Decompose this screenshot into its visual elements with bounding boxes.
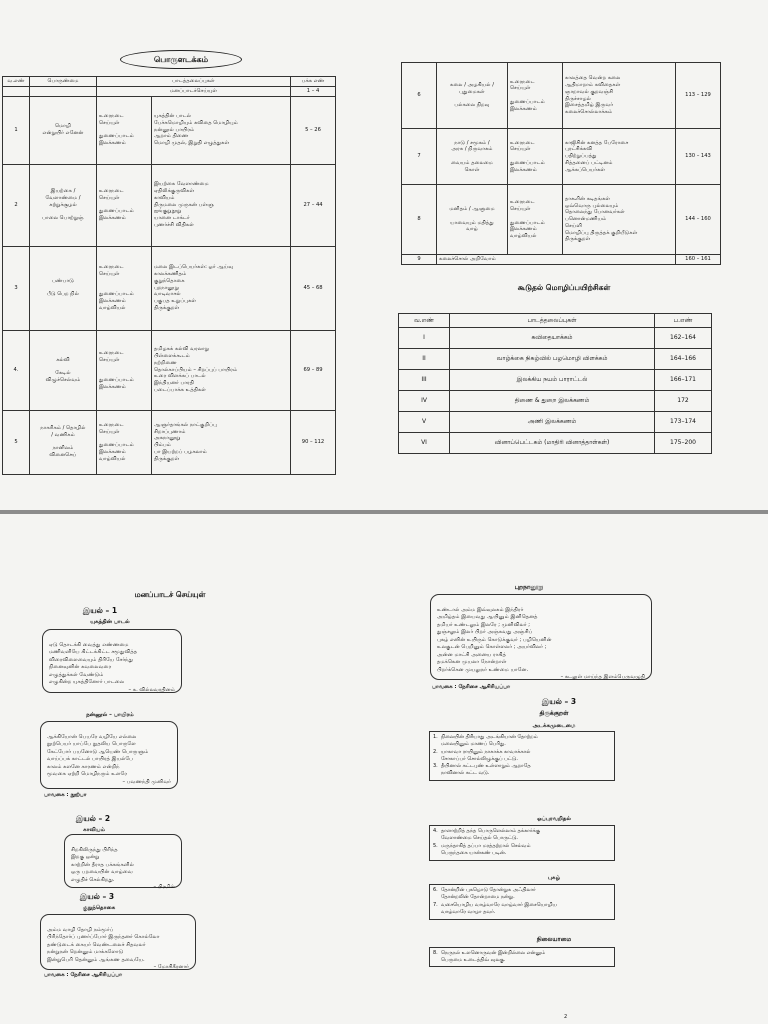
row-pages: 172 (655, 391, 712, 412)
table-row (399, 349, 712, 370)
row-theme: கலைச்சொல் அறிவோம் (437, 255, 676, 265)
toc-header-no: வ.எண் (3, 77, 30, 87)
kural-number: 8. (433, 950, 438, 956)
poem-box (40, 721, 178, 789)
row-no: 1 (3, 96, 30, 164)
row-theme: மொழி என்றுயிர் எனேன் (30, 96, 97, 164)
kural-text: நெருநல் உளனொருவன் இன்றில்லை என்னும் பெருமை உடைத்திவ் வுலகு. (441, 950, 546, 964)
row-types: உரைநடை செய்யுள் துணைப்பாடம் இலக்கணம் (508, 129, 563, 185)
section-title: புகழ் (547, 875, 561, 881)
row-pages: 69 – 89 (291, 330, 336, 410)
section-title: நிலையாமை (536, 936, 572, 943)
iyal-1-heading: இயல் – 1 (82, 606, 118, 615)
kural-number: 3. (433, 763, 438, 769)
kural-number: 5. (433, 842, 438, 849)
row-topics: காலத்தை வென்ற கலை ஆதிமாறாம் கவிதைகள் ஞாறாவல் குறவஞ்சி திருச்சாழல் இசைத்தமிழ் இருவர் கலைச்சொல்லாக்கம் (563, 63, 676, 129)
row-pages: 144 – 160 (676, 185, 721, 255)
kural-text: தீயினால் சுட்டபுண் உள்ளாறும் ஆறாதே நாவினால் சுட்ட வடு. (441, 763, 531, 777)
row-topic: கவிதையாக்கம் (450, 328, 655, 349)
row-no: 6 (402, 63, 437, 129)
iyal-2-heading: இயல் – 2 (75, 814, 111, 823)
row-types: உரைநடை செய்யுள் துணைப்பாடம் இலக்கணம் வாழ்வியல் (508, 185, 563, 255)
row-no: 5 (3, 410, 30, 474)
row-pages: 5 – 26 (291, 96, 336, 164)
row-topics: இயற்கை வேளாண்மை ஏதிலிக்குருவிகள் காவியம் திருமலை முருகன் பள்ளு ஐங்குறுநூறு யானை டாக்டர் புணர்ச்சி விதிகள் (152, 164, 291, 246)
row-pages: 164–166 (655, 349, 712, 370)
poem-author: – மோசிகீரனார் (153, 964, 189, 971)
row-pages: 113 – 129 (676, 63, 721, 129)
kural-line (433, 734, 611, 749)
poem-text: ஏடு தொடக்கி வைத்து எண்ணமை மணிவளியே கிட்டக்கிட்ட சமூதுவித்த விரைவிளைவையும் திரியே சேர்ந்து நினைவுனின் கவலைவரை எழுத்துக்கள் வேண்டும் எழுகின்ற யுகத்தினோர் பாடலை (49, 641, 138, 686)
poem-tune: பாவகை : நூற்பா (44, 792, 87, 798)
kural-line (433, 843, 611, 858)
extra-header-no: வ.எண் (399, 314, 450, 328)
kural-text: யாகாவா ராயினும் நாகாக்க காவாக்கால் சோகாப்பர் சொல்லிழுக்குப் பட்டு. (441, 748, 531, 762)
kural-line (433, 950, 611, 965)
kural-title: திருக்குறள் (539, 710, 569, 717)
kural-number: 7. (433, 901, 438, 908)
section-title: அடக்கமுடைமை (532, 723, 576, 729)
row-no: VI (399, 433, 450, 454)
poem-title: குறுந்தொகை (82, 905, 116, 911)
row-no: V (399, 412, 450, 433)
poem-author: – கடலுள் மாய்ந்த இளம்பெருவழுதி (560, 674, 645, 681)
row-topics: ஆளுர்தாங்கல் நாட்குறிப்பு சிறாப்புணாம் அகநானூறு பிம்பம் பா இயற்றப் பழகலாம் திருக்குறள் (152, 410, 291, 474)
row-pages: 130 – 143 (676, 129, 721, 185)
kural-line (433, 887, 611, 902)
poem-author: – பவணந்தி முனிவர் (122, 778, 171, 785)
poem-text: உண்டால் அம்ம இவ்வுலகம் இந்திரர் அமிழ்தம் இயைவது ஆயினும் இனிதெனத் தமியர் உண்டலும் இலரே ; முனிவிலர் ; துஞ்சலும் இலர் பிறர் அஞ்சுவது அஞ்சிப் புகழ் எனின் உயிரும் கொடுக்குவர் ; பழியெனின் உலகுடன் பெறினும் கொள்ளலர் ; அயர்விலர் ; அன்ன மாட்சி அனைய ராகித் தமக்கென முயலா நோன்றாள் பிறர்க்கென முயலுநர் உண்மை யானே. (437, 606, 552, 673)
table-row (399, 370, 712, 391)
kural-text: நிலையின் திரியாது அடங்கியான் தோற்றம் மலையினும் மாணப் பெரிது. (441, 734, 538, 748)
kural-number: 1. (433, 734, 438, 740)
poem-tune: பாவகை : நேரிசை ஆசிரியப்பா (432, 684, 510, 690)
row-no: 2 (3, 164, 30, 246)
kural-number: 4. (433, 828, 438, 834)
kural-line (433, 749, 611, 764)
table-row (3, 96, 336, 164)
poem-box (40, 914, 196, 970)
row-pages: 45 – 68 (291, 246, 336, 330)
row-pages: 27 – 44 (291, 164, 336, 246)
poem-box (42, 629, 182, 693)
kural-text: மருந்தாகித் தப்பா மரத்தற்றால் செல்வம் பெருந்தகை யான்கண் படின். (441, 842, 531, 856)
toc-intro-label: மனப்பாடச்செய்யுள் (97, 86, 291, 96)
row-pages: 160 – 161 (676, 255, 721, 265)
row-pages: 90 – 112 (291, 410, 336, 474)
row-theme: கல்வி கேடில் விழுச்செல்வம் (30, 330, 97, 410)
table-row (399, 412, 712, 433)
extra-header-topic: பாடத்தலைப்புகள் (450, 314, 655, 328)
row-pages: 173–174 (655, 412, 712, 433)
row-types: உரைநடை செய்யுள் துணைப்பாடம் இலக்கணம் (97, 330, 152, 410)
row-no: 3 (3, 246, 30, 330)
table-row (402, 129, 721, 185)
row-topics: தமிழகக் கல்வி வரலாறு பிள்ளைக்கூடம் நற்றிணை தொல்காப்பியம் – சிறப்புப் பாயிரம் உரை விளக்கப் பாடல் இந்தியனர் பாரதி படைப்பாக்க உத்திகள் (152, 330, 291, 410)
row-no: II (399, 349, 450, 370)
memory-page-left (0, 514, 384, 1024)
poem-text: அம்ம வாழி தோழி நம்மூர்ப் பிரிந்தோர்ப் புணர்ப்போர் இருந்தனர் கொல்லோ தண்டுடைக் கையர் வெண்டலைச் சிதவலர் நன்றுநன் றென்னும் மாக்களோடு இன்றுபெரி தென்னும் ஆங்கண தவையே. (47, 926, 160, 963)
kural-number: 6. (433, 887, 438, 893)
memory-page-right (384, 514, 768, 1024)
row-topics: தாகூரின் கடிதங்கள் ஒவ்வொரு புல்லையும் தொலைந்து போனவர்கள் பனொன்மணியம் செய்ளி மொழிப்பு திருத்தக் குறியீடுகள் திருக்குறள் (563, 185, 676, 255)
kural-box (429, 884, 615, 920)
toc-page-right (384, 0, 768, 510)
poem-box (430, 594, 652, 680)
poem-author: – பிரமிள் (153, 884, 175, 891)
row-theme: நாடு / சமூகம் / அரசு / நிருவாகம் வையம் தலைமை கொள் (437, 129, 508, 185)
row-types: உரைநடை செய்யுள் துணைப்பாடம் இலக்கணம் (97, 96, 152, 164)
poem-title: நன்னூல் – பாயிரம் (86, 712, 134, 718)
table-row (399, 328, 712, 349)
row-theme: இயற்கை / வேளாண்மை / சுற்றுச்சூழல் பாலை பொற்றுஞ் (30, 164, 97, 246)
kural-box (429, 947, 615, 967)
extra-header-pages: ப.எண் (655, 314, 712, 328)
row-topics: யுகத்தின் பாடல் பேச்சுமொழியும் கவிதை மொழியும் நன்னூல் பாயிரம் ஆறாம் திணை மொழி முதல், இறுதி எழுத்துகள் (152, 96, 291, 164)
toc-intro-pages: 1 – 4 (291, 86, 336, 96)
row-topic: வாழ்க்கை நிகழ்வில் பழமொழி விளக்கம் (450, 349, 655, 370)
kural-text: தாளாற்றித் தந்த பொருளெல்லாம் தக்கார்க்கு வேளாண்மை செய்தல் பொருட்டு. (441, 828, 541, 842)
extra-exercises-table (398, 313, 712, 454)
page-number: 2 (564, 1014, 568, 1020)
row-topic: வினாப்பெட்டகம் (மாதிரி வினாத்தாள்கள்) (450, 433, 655, 454)
row-theme: நாகரிகம் / தொழில் / வணிகம் நானிலம் வினைசெய் (30, 410, 97, 474)
table-row (402, 63, 721, 129)
toc-table (2, 76, 336, 475)
kural-line (433, 763, 611, 778)
row-topic: இலக்கிய நயம் பாராட்டல் (450, 370, 655, 391)
poem-author: – க. வில்லவரதினம் (128, 686, 175, 693)
extra-exercises-title: கூடுதல் மொழிப்பயிற்சிகள் (517, 283, 611, 292)
kural-line (433, 902, 611, 917)
table-row (399, 391, 712, 412)
row-pages: 166–171 (655, 370, 712, 391)
table-row (3, 164, 336, 246)
poem-title: காவியம் (83, 827, 105, 833)
iyal-3-heading: இயல் – 3 (541, 697, 577, 706)
poem-tune: பாவகை : நேரிசை ஆசிரியப்பா (44, 972, 122, 978)
kural-line (433, 828, 611, 843)
row-types: உரைநடை செய்யுள் துணைப்பாடம் இலக்கணம் வாழ்வியல் (97, 246, 152, 330)
table-row (402, 255, 721, 265)
row-no: IV (399, 391, 450, 412)
table-row (399, 433, 712, 454)
table-row (402, 185, 721, 255)
toc-header-topics: பாடத்தலைப்புகள் (97, 77, 291, 87)
row-topics: காஜிசின் கனத்த பேரோசை புரட்சிக்கவி பதிற்றுப்பத்து சித்தனைப் பட்டினம் ஆக்கப்பெயர்கள் (563, 129, 676, 185)
section-title: ஒப்புரவறிதல் (537, 816, 571, 822)
toc-header-theme: பொருண்மை (30, 77, 97, 87)
row-topic: திணை & துறை இலக்கணம் (450, 391, 655, 412)
kural-box (429, 825, 615, 861)
row-no: III (399, 370, 450, 391)
row-no: 4. (3, 330, 30, 410)
table-row (3, 410, 336, 474)
toc-page-left (0, 0, 384, 510)
table-row (3, 246, 336, 330)
kural-number: 2. (433, 748, 438, 755)
kural-text: தோன்றின் புகழொடு தோன்றுக அஃதிலார் தோன்றலின் தோன்றாமை நன்று. (441, 887, 536, 901)
row-pages: 162–164 (655, 328, 712, 349)
poem-text: ஆக்கியோன் பெயரே வழியே எல்லை நூற்பெயர் யாப்பே நுதலிய பொருளே கேட்போர் பயனோடு ஆயெண் பொருளும் வாய்ப்பக் காட்டல் பாயிரத் இயல்பே காலம் களனே காரணம் என்றிந் மூவகை ஏற்றி மொழிநரும் உளரே (47, 733, 149, 778)
kural-text: வசையொழிய வாழ்வாரே வாழ்வார் இசையொழிய வாழ்வாரே வாழா தவர். (441, 901, 557, 915)
memory-title: மனப்பாடச் செய்யுள் (134, 590, 206, 599)
row-topics: மலை இடப்பெயர்கள்: ஓர் ஆய்வு காலக்கணிதம் குறுந்தொகை புறநானூறு வாடிவாசல் பகுபத உறுப்புகள் திருக்குறள் (152, 246, 291, 330)
row-types: உரைநடை செய்யுள் துணைப்பாடம் இலக்கணம் வாழ்வியல் (97, 410, 152, 474)
iyal-3-heading: இயல் – 3 (79, 892, 115, 901)
row-theme: கலை / அழகியல் / புதுமைகள் பல்கலை நிறவு (437, 63, 508, 129)
toc-table-continued (401, 62, 721, 265)
row-types: உரைநடை செய்யுள் துணைப்பாடம் இலக்கணம் (97, 164, 152, 246)
row-pages: 175–200 (655, 433, 712, 454)
row-no: 9 (402, 255, 437, 265)
row-no: 7 (402, 129, 437, 185)
row-theme: பண்பாடு பீடு பெற நில் (30, 246, 97, 330)
kural-box (429, 731, 615, 781)
toc-title: பொருளடக்கம் (120, 50, 242, 69)
poem-text: சிறகிலிருந்து பிரிந்த இறகு ஒன்று காற்றின் தீராத பக்கங்களில் ஒரு பறவையின் வாழ்வை எழுதிச் செல்கிறது. (71, 846, 134, 883)
poem-title: யுகத்தின் பாடல் (90, 619, 130, 625)
poem-box (64, 834, 182, 891)
table-row (3, 330, 336, 410)
row-topic: அணி இலக்கணம் (450, 412, 655, 433)
poem-title: புறநானூறு (514, 584, 544, 591)
row-theme: மனிதம் / ஆளுமை யாவையும் மதித்து வாழ் (437, 185, 508, 255)
row-no: I (399, 328, 450, 349)
row-types: உரைநடை செய்யுள் துணைப்பாடம் இலக்கணம் (508, 63, 563, 129)
row-no: 8 (402, 185, 437, 255)
toc-header-pages: பக்க எண் (291, 77, 336, 87)
